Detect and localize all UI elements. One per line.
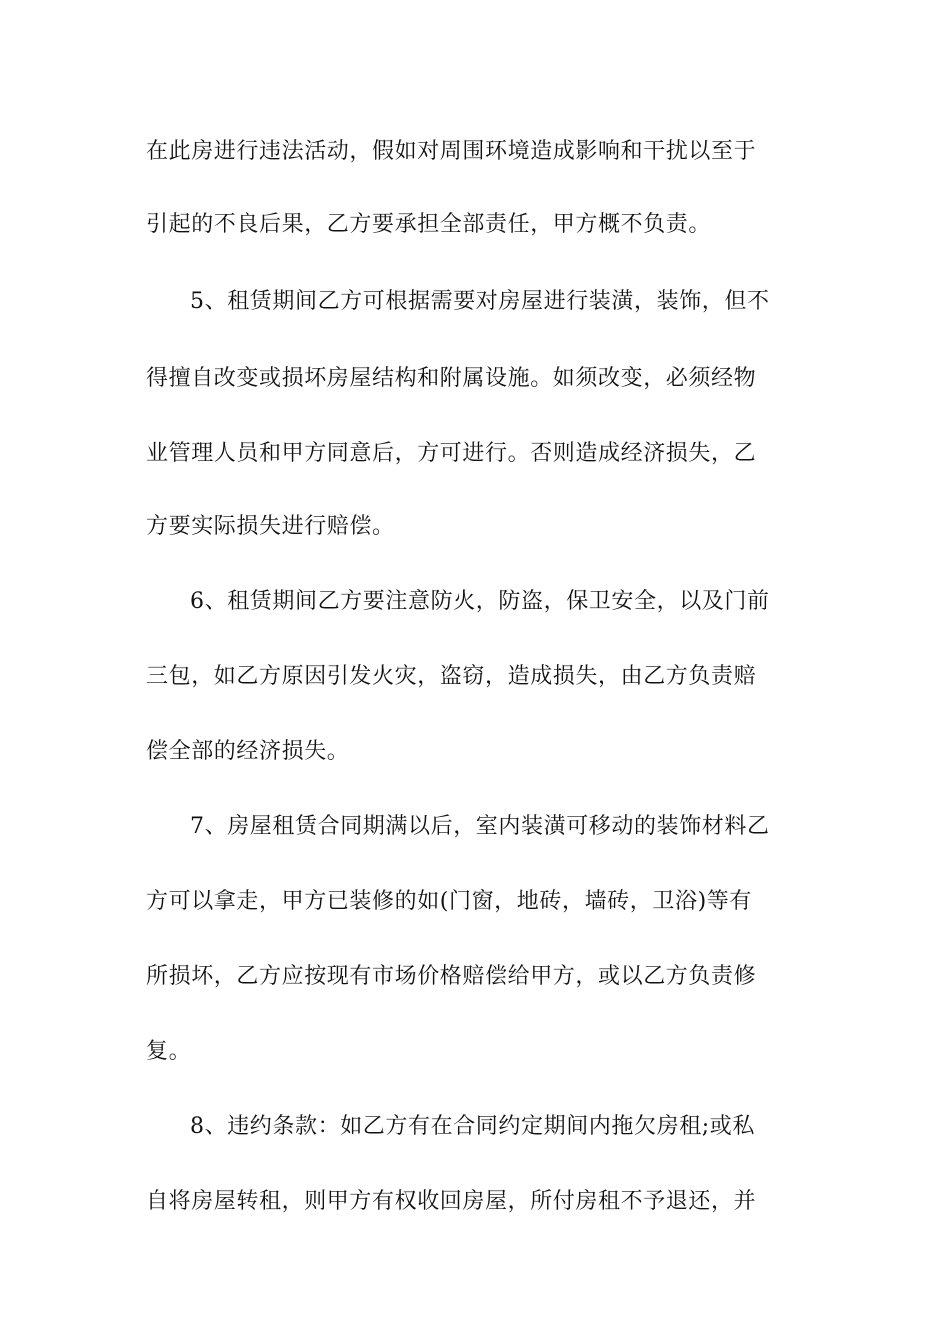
- paragraph-line: 所损坏，乙方应按现有市场价格赔偿给甲方，或以乙方负责修: [146, 964, 757, 989]
- paragraph-line: 自将房屋转租，则甲方有权收回房屋，所付房租不予退还，并: [146, 1189, 757, 1214]
- clause-6-start: 6、租赁期间乙方要注意防火，防盗，保卫安全，以及门前: [190, 589, 770, 614]
- paragraph-line: 方可以拿走，甲方已装修的如(门窗，地砖，墙砖，卫浴)等有: [146, 889, 752, 914]
- paragraph-line: 在此房进行违法活动，假如对周围环境造成影响和干扰以至于: [146, 139, 757, 164]
- paragraph-line: 业管理人员和甲方同意后，方可进行。否则造成经济损失，乙: [146, 441, 757, 466]
- paragraph-line: 复。: [146, 1039, 192, 1064]
- paragraph-line: 三包，如乙方原因引发火灾，盗窃，造成损失，由乙方负责赔: [146, 664, 757, 689]
- clause-7-start: 7、房屋租赁合同期满以后，室内装潢可移动的装饰材料乙: [190, 814, 770, 839]
- clause-5-start: 5、租赁期间乙方可根据需要对房屋进行装潢，装饰，但不: [190, 289, 770, 314]
- clause-8-start: 8、违约条款：如乙方有在合同约定期间内拖欠房租;或私: [190, 1114, 756, 1139]
- paragraph-line: 偿全部的经济损失。: [146, 739, 350, 764]
- paragraph-line: 方要实际损失进行赔偿。: [146, 514, 395, 539]
- paragraph-line: 得擅自改变或损坏房屋结构和附属设施。如须改变，必须经物: [146, 366, 757, 391]
- paragraph-line: 引起的不良后果，乙方要承担全部责任，甲方概不负责。: [146, 212, 712, 237]
